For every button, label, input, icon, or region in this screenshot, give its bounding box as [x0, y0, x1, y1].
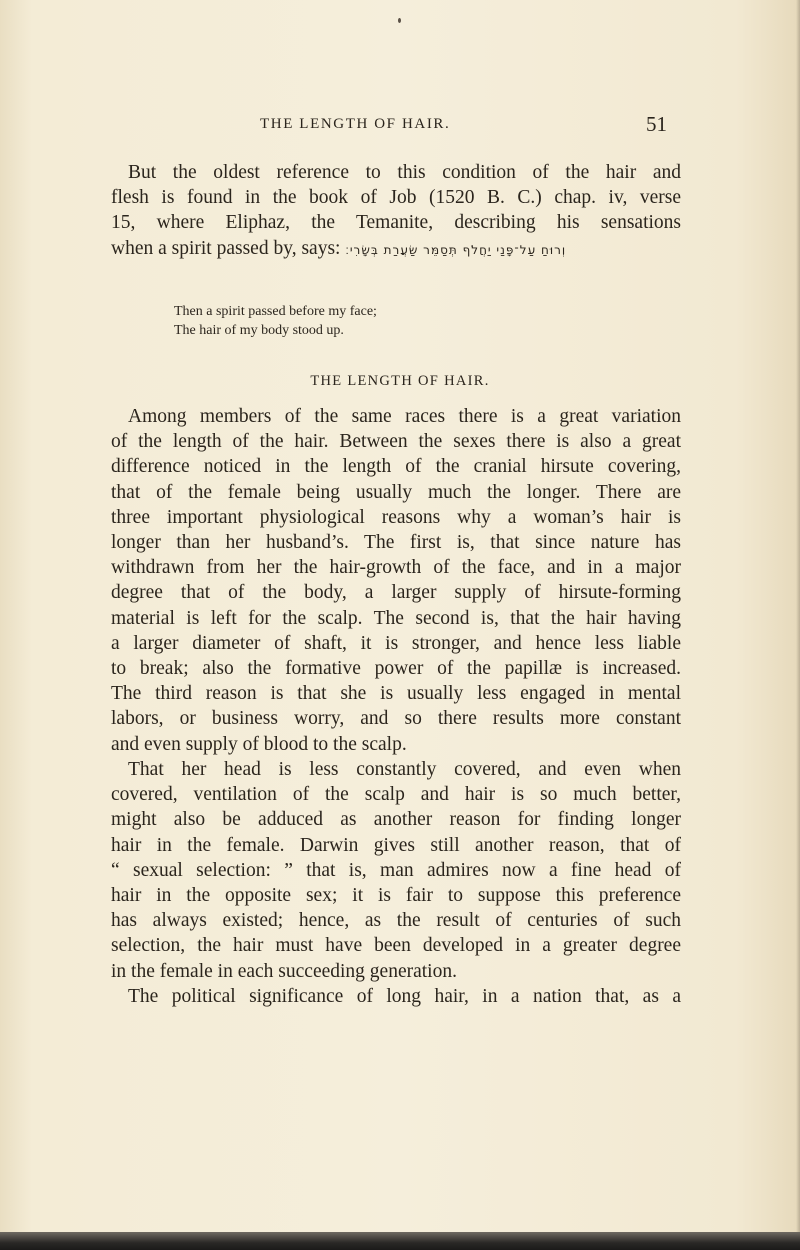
- section-heading: THE LENGTH OF HAIR.: [310, 373, 490, 389]
- p1-line: to break; also the formative power of the papillæ is increased.: [111, 658, 681, 680]
- p2-line: selection, the hair must have been developed in a greater degree: [111, 935, 681, 957]
- p2-line: That her head is less constantly covered, and even when: [128, 759, 681, 780]
- print-speck: [398, 18, 401, 23]
- verse-line-2: The hair of my body stood up.: [174, 323, 344, 338]
- verse-translation: [174, 302, 377, 340]
- p2-line: has always existed; hence, as the result of centuries of such: [111, 910, 681, 932]
- hebrew-verse: וְרוּחַ עַל־פָּנַי יַחֲלֹף תְּסַמֵּר שַׂעֲרַת בְּשָׂרִי׃: [345, 242, 567, 257]
- p1-line: The third reason is that she is usually less engaged in mental: [111, 683, 681, 705]
- p1-line: degree that of the body, a larger supply of hirsute-forming: [111, 582, 681, 604]
- p2-line: hair in the female. Darwin gives still another reason, that of: [111, 834, 681, 856]
- p1-line: that of the female being usually much the longer. There are: [111, 481, 681, 503]
- p2-line: “ sexual selection: ” that is, man admires now a fine head of: [111, 859, 681, 881]
- p1-line: material is left for the scalp. The second is, that the hair having: [111, 607, 681, 629]
- paragraph-1: [111, 404, 681, 757]
- running-title: THE LENGTH OF HAIR.: [260, 116, 451, 132]
- paragraph-2: [111, 757, 681, 984]
- running-head: [0, 114, 800, 138]
- p1-line: three important physiological reasons why a woman’s hair is: [111, 506, 681, 528]
- p1-line: labors, or business worry, and so there results more constant: [111, 708, 681, 730]
- verse-line-1: Then a spirit passed before my face;: [174, 304, 377, 319]
- p2-line: hair in the opposite sex; it is fair to suppose this preference: [111, 885, 681, 907]
- p1-line: and even supply of blood to the scalp.: [111, 733, 407, 755]
- p2-line: covered, ventilation of the scalp and hair is so much better,: [111, 784, 681, 806]
- p1-line: withdrawn from her the hair-growth of the face, and in a major: [111, 557, 681, 579]
- p2-line: in the female in each succeeding generation.: [111, 960, 457, 982]
- intro-last-line-text: when a spirit passed by, says:: [111, 237, 341, 259]
- intro-line-3: 15, where Eliphaz, the Temanite, describing his sensations: [111, 212, 681, 234]
- p3-line: The political significance of long hair, in a nation that, as a: [128, 986, 681, 1007]
- page-number: 51: [646, 112, 667, 136]
- p2-line: might also be adduced as another reason for finding longer: [111, 809, 681, 831]
- intro-line-4: [111, 236, 681, 263]
- intro-line-1: But the oldest reference to this condition of the hair and: [128, 162, 681, 183]
- intro-line-2: flesh is found in the book of Job (1520 B. C.) chap. iv, verse: [111, 187, 681, 209]
- intro-paragraph: [111, 160, 681, 263]
- p1-line: Among members of the same races there is a great variation: [128, 406, 681, 427]
- p1-line: difference noticed in the length of the cranial hirsute covering,: [111, 456, 681, 478]
- p1-line: a larger diameter of shaft, it is stronger, and hence less liable: [111, 632, 681, 654]
- p1-line: of the length of the hair. Between the sexes there is also a great: [111, 431, 681, 453]
- page-bottom-edge: [0, 1232, 800, 1250]
- paragraph-3: [111, 984, 681, 1009]
- page-edge-shadow: [796, 0, 800, 1250]
- p1-line: longer than her husband’s. The first is, that since nature has: [111, 532, 681, 554]
